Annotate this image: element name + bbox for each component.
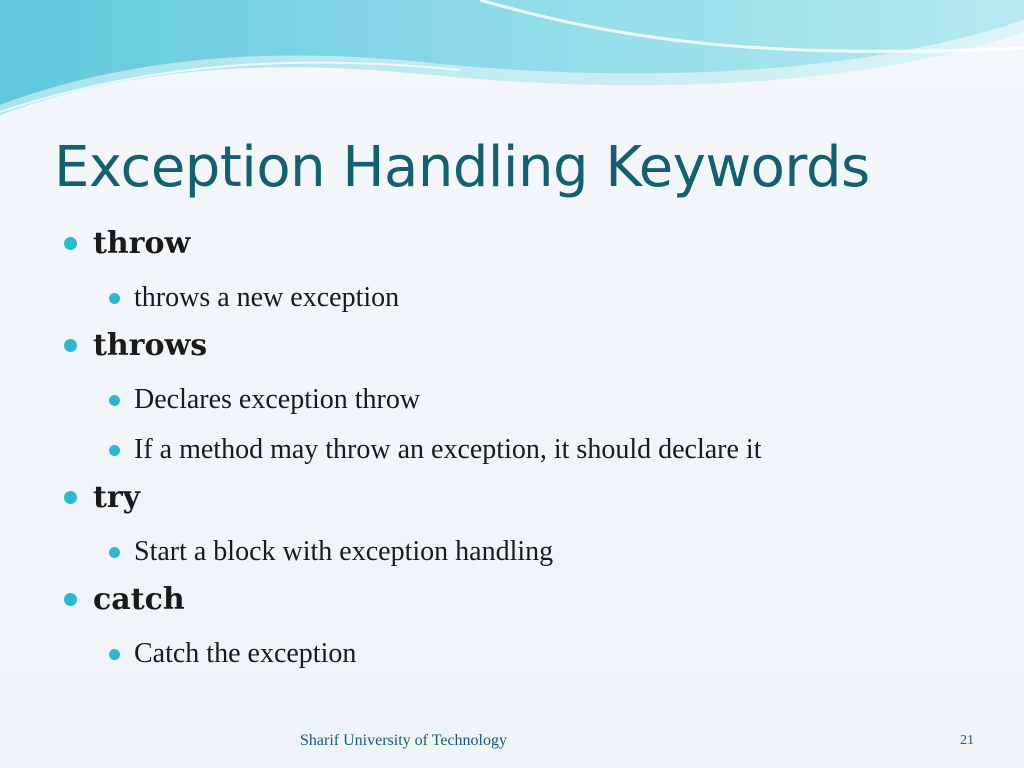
detail-text: If a method may throw an exception, it should declare it xyxy=(134,434,762,465)
decorative-wave-banner xyxy=(0,0,1024,130)
sub-bullet-icon xyxy=(109,547,120,558)
keyword-item-try xyxy=(64,476,1004,528)
sub-bullet-icon xyxy=(109,445,120,456)
keyword-detail xyxy=(64,376,1004,426)
slide-footer: Sharif University of Technology xyxy=(300,732,507,749)
keyword-detail xyxy=(64,528,1004,578)
keyword-item-throw xyxy=(64,222,1004,274)
page-number: 21 xyxy=(960,733,974,748)
sub-bullet-icon xyxy=(109,649,120,660)
keyword-detail xyxy=(64,630,1004,680)
keyword-label: throws xyxy=(93,328,208,363)
keyword-item-catch xyxy=(64,578,1004,630)
keyword-item-throws xyxy=(64,324,1004,376)
keyword-label: try xyxy=(93,480,141,515)
keyword-label: catch xyxy=(93,582,185,617)
sub-bullet-icon xyxy=(109,395,120,406)
slide-title: Exception Handling Keywords xyxy=(54,135,870,200)
keyword-list xyxy=(64,222,1004,680)
bullet-icon xyxy=(64,339,77,352)
detail-text: throws a new exception xyxy=(134,282,400,313)
detail-text: Start a block with exception handling xyxy=(134,536,554,567)
detail-text: Catch the exception xyxy=(134,638,357,669)
bullet-icon xyxy=(64,593,77,606)
sub-bullet-icon xyxy=(109,293,120,304)
bullet-icon xyxy=(64,237,77,250)
keyword-label: throw xyxy=(93,226,191,261)
detail-text: Declares exception throw xyxy=(134,384,421,415)
keyword-detail xyxy=(64,274,1004,324)
bullet-icon xyxy=(64,491,77,504)
keyword-detail xyxy=(64,426,1004,476)
